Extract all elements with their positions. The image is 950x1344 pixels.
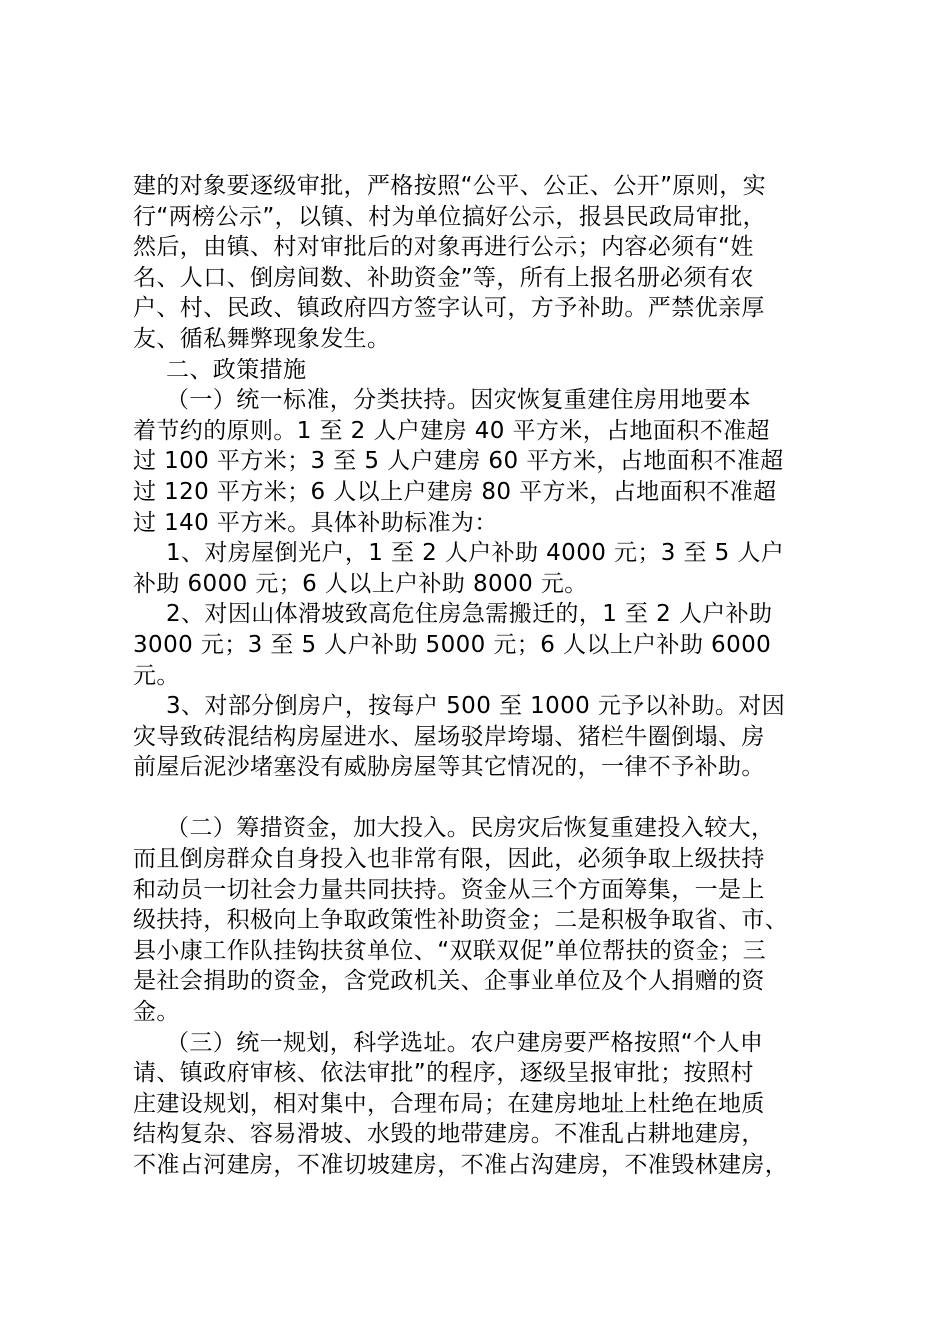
text-line: 前屋后泥沙堵塞没有威胁房屋等其它情况的，一律不予补助。 xyxy=(133,754,765,781)
text-line: 而且倒房群众自身投入也非常有限，因此，必须争取上级扶持 xyxy=(133,846,765,873)
text-line: 2、对因山体滑坡致高危住房急需搬迁的，1 至 2 人户补助 xyxy=(166,601,773,628)
text-line: 县小康工作队挂钩扶贫单位、“双联双促”单位帮扶的资金；三 xyxy=(133,937,767,964)
text-line: 请、镇政府审核、依法审批”的程序，逐级呈报审批；按照村 xyxy=(133,1060,754,1087)
text-line: 建的对象要逐级审批，严格按照“公平、公正、公开”原则，实 xyxy=(133,173,767,199)
text-line: 然后，由镇、村对审批后的对象再进行公示；内容必须有“姓 xyxy=(133,234,754,261)
text-line: 灾导致砖混结构房屋进水、屋场驳岸垮塌、猪栏牛圈倒塌、房 xyxy=(133,723,765,750)
text-line: 金。 xyxy=(133,999,180,1026)
text-line: 补助 6000 元；6 人以上户补助 8000 元。 xyxy=(133,570,588,597)
text-line: 着节约的原则。1 至 2 人户建房 40 平方米，占地面积不准超 xyxy=(133,417,770,444)
text-line: 友、循私舞弊现象发生。 xyxy=(133,325,391,352)
text-line: 元。 xyxy=(133,662,180,689)
text-line: （三）统一规划，科学选址。农户建房要严格按照“个人申 xyxy=(166,1029,764,1056)
text-line: 和动员一切社会力量共同扶持。资金从三个方面筹集，一是上 xyxy=(133,876,765,903)
text-line: 过 120 平方米；6 人以上户建房 80 平方米，占地面积不准超 xyxy=(133,478,777,505)
text-line: 过 100 平方米；3 至 5 人户建房 60 平方米，占地面积不准超 xyxy=(133,448,784,475)
text-line: 名、人口、倒房间数、补助资金”等，所有上报名册必须有农 xyxy=(133,264,754,291)
text-line: 不准占河建房，不准切坡建房，不准占沟建房，不准毁林建房， xyxy=(133,1152,789,1178)
section-heading: 二、政策措施 xyxy=(166,356,307,383)
text-line: 户、村、民政、镇政府四方签字认可，方予补助。严禁优亲厚 xyxy=(133,295,765,322)
text-line: 级扶持，积极向上争取政策性补助资金；二是积极争取省、市、 xyxy=(133,907,789,934)
paragraph-gap xyxy=(133,783,833,814)
text-line: 过 140 平方米。具体补助标准为： xyxy=(133,509,498,536)
text-line: 庄建设规划，相对集中，合理布局；在建房地址上杜绝在地质 xyxy=(133,1090,765,1117)
text-line: 3、对部分倒房户，按每户 500 至 1000 元予以补助。对因 xyxy=(166,693,786,720)
document-body xyxy=(133,171,833,1181)
text-line: 结构复杂、容易滑坡、水毁的地带建房。不准乱占耕地建房， xyxy=(133,1121,765,1148)
text-line: 行“两榜公示”，以镇、村为单位搞好公示，报县民政局审批， xyxy=(133,203,767,230)
text-line: （二）筹措资金，加大投入。民房灾后恢复重建投入较大， xyxy=(166,815,775,842)
text-line: 1、对房屋倒光户，1 至 2 人户补助 4000 元；3 至 5 人户 xyxy=(166,540,785,567)
text-line: 3000 元；3 至 5 人户补助 5000 元；6 人以上户补助 6000 xyxy=(133,631,772,658)
text-line: （一）统一标准，分类扶持。因灾恢复重建住房用地要本 xyxy=(166,387,751,414)
text-line: 是社会捐助的资金，含党政机关、企事业单位及个人捐赠的资 xyxy=(133,968,765,995)
